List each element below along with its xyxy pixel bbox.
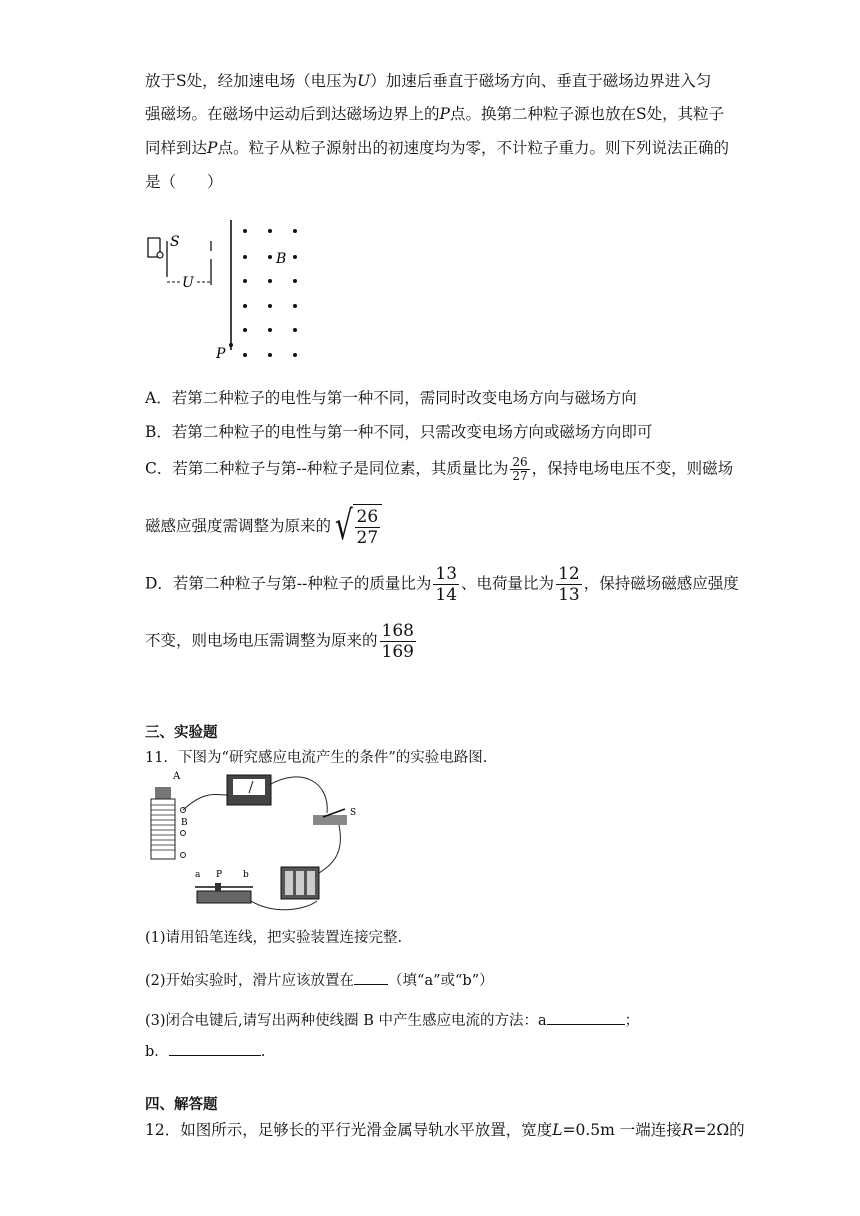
label-U: U bbox=[182, 275, 194, 291]
coil-A bbox=[155, 787, 171, 799]
q11-circuit-figure bbox=[145, 765, 395, 915]
fraction-26-27: $\frac{26}{27}$ bbox=[512, 455, 528, 483]
q10-option-c: C．若第二种粒子与第--种粒子是同位素，其质量比为 $\frac{26}{27}$ ，保持电场电压不变，则磁场 bbox=[145, 455, 734, 483]
answer-blank-3[interactable] bbox=[169, 1041, 261, 1056]
svg-text:S: S bbox=[350, 808, 357, 818]
q10-line-4: 是（ ） bbox=[145, 173, 223, 191]
q10-option-a: A．若第二种粒子的电性与第一种不同，需同时改变电场方向与磁场方向 bbox=[145, 389, 637, 407]
answer-blank-1[interactable] bbox=[354, 970, 388, 985]
svg-text:b: b bbox=[243, 870, 249, 880]
q11-sub-2: (2)开始实验时，滑片应该放置在 （填“a”或“b”） bbox=[145, 970, 494, 991]
switch-S bbox=[313, 815, 347, 825]
q10-line-3: 同样到达P点。粒子从粒子源射出的初速度均为零，不计粒子重力。则下列说法正确的 bbox=[145, 139, 729, 157]
svg-text:a: a bbox=[195, 870, 201, 880]
q10-option-c-cont: 磁感应强度需调整为原来的 √ $\frac{26}{27}$ bbox=[145, 504, 382, 548]
sqrt-expression: √ $\frac{26}{27}$ bbox=[331, 504, 382, 548]
q10-option-d: D．若第二种粒子与第--种粒子的质量比为 $\frac{13}{14}$ 、电荷量比为 $\frac{12}{13}$ ，保持磁场磁感应强度 bbox=[145, 564, 739, 605]
source-point-S bbox=[157, 252, 163, 258]
q11-sub-1: (1)请用铅笔连线，把实验装置连接完整. bbox=[145, 930, 403, 946]
svg-text:A: A bbox=[173, 771, 181, 782]
section-3-heading: 三、实验题 bbox=[145, 725, 218, 741]
magnetic-field-dots bbox=[243, 229, 297, 357]
point-P bbox=[229, 343, 233, 347]
q10-line-1: 放于S处，经加速电场（电压为U）加速后垂直于磁场方向、垂直于磁场边界进入匀 bbox=[145, 72, 712, 90]
q10-line-2: 强磁场。在磁场中运动后到达磁场边界上的P点。换第二种粒子源也放在S处，其粒子 bbox=[145, 105, 725, 123]
q10-magnetic-field-figure bbox=[140, 215, 320, 370]
q11-sub-3b: b． . bbox=[145, 1041, 265, 1062]
q11-stem: 11．下图为“研究感应电流产生的条件”的实验电路图. bbox=[145, 750, 488, 766]
label-B: B bbox=[276, 251, 287, 267]
q11-sub-3: (3)闭合电键后,请写出两种使线圈 B 中产生感应电流的方法：a ； bbox=[145, 1010, 639, 1031]
svg-text:B: B bbox=[181, 818, 188, 828]
q10-option-d-cont: 不变，则电场电压需调整为原来的 $\frac{168}{169}$ bbox=[145, 621, 414, 662]
svg-text:P: P bbox=[216, 870, 223, 880]
section-4-heading: 四、解答题 bbox=[145, 1097, 218, 1113]
label-S: S bbox=[170, 234, 180, 250]
label-P: P bbox=[216, 346, 226, 362]
q12-stem: 12．如图所示，足够长的平行光滑金属导轨水平放置，宽度L=0.5m 一端连接R=2Ω的 bbox=[145, 1121, 745, 1139]
rheostat bbox=[197, 891, 251, 903]
q10-option-b: B．若第二种粒子的电性与第一种不同，只需改变电场方向或磁场方向即可 bbox=[145, 423, 653, 441]
answer-blank-2[interactable] bbox=[547, 1010, 625, 1025]
